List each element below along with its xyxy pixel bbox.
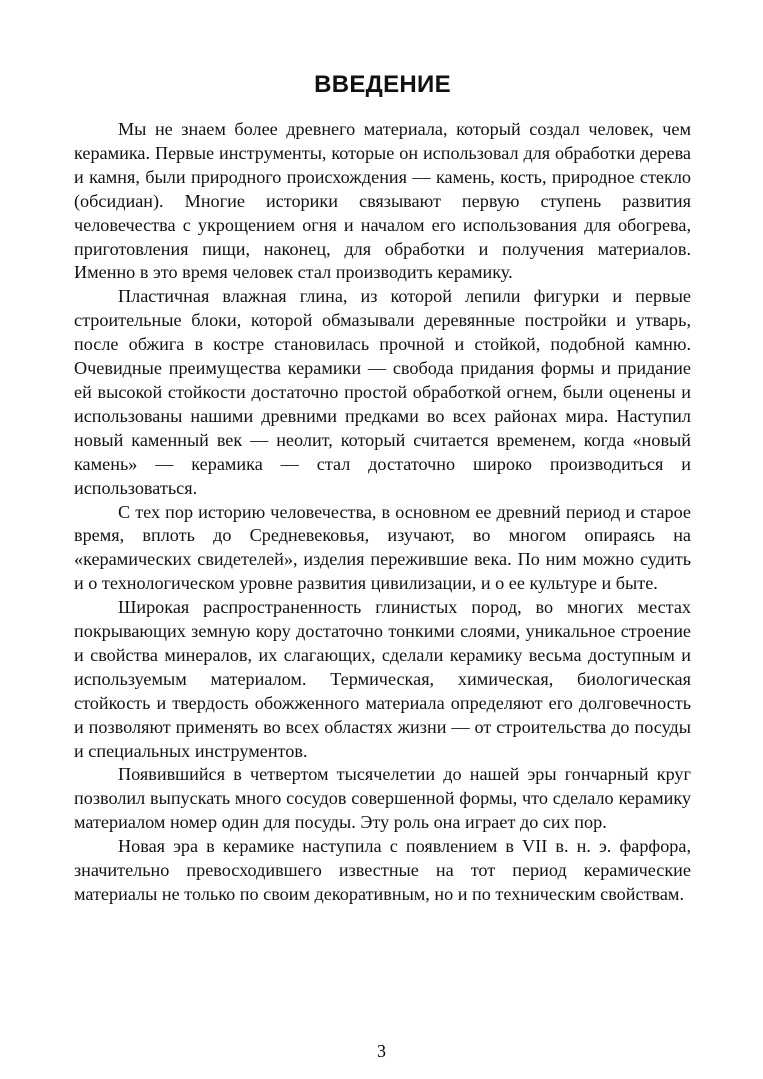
paragraph-6: Новая эра в керамике наступила с появлением в VII в. н. э. фарфора, значительно превосходившего известные на тот период керамические материалы не только по своим декоративным, но и по техническим свойствам.: [74, 836, 691, 904]
paragraph-5: Появившийся в четвертом тысячелетии до нашей эры гончарный круг позволил выпускать много сосудов совершенной формы, что сделало керамику материалом номер один для посуды. Эту роль она играет до сих пор.: [74, 764, 691, 833]
paragraph-3: С тех пор историю человечества, в основном ее древний период и старое время, вплоть до Средневековья, изучают, во многом опираясь на «керамических свидетелей», изделия пережившие века. По ним можно судить и о технологическом уровне развития цивилизации, и о ее культуре и быте.: [74, 501, 691, 594]
page-title: ВВЕДЕНИЕ: [314, 71, 451, 98]
body-text: [74, 118, 691, 907]
paragraph-4: Широкая распространенность глинистых пород, во многих местах покрывающих земную кору достаточно тонкими слоями, уникальное строение и свойства минералов, их слагающих, сделали керамику весьма доступным и используемым материалом. Термическая, химическая, биологическая стойкость и твердость обожженного материала определяют его долговечность и позволяют применять во всех областях жизни — от строительства до посуды и специальных инструментов.: [74, 597, 691, 761]
page-number: 3: [377, 1041, 386, 1061]
paragraph-1: Мы не знаем более древнего материала, который создал человек, чем керамика. Первые инструменты, которые он использовал для обработки дерева и камня, были природного происхождения — камень, кость, природное стекло (обсидиан). Многие историки связывают первую ступень развития человечества с укрощением огня и началом его использования для обогрева, приготовления пищи, наконец, для обработки и получения материалов. Именно в это время человек стал производить керамику.: [74, 119, 691, 283]
paragraph-2: Пластичная влажная глина, из которой лепили фигурки и первые строительные блоки, которой обмазывали деревянные постройки и утварь, после обжига в костре становилась прочной и стойкой, подобной камню. Очевидные преимущества керамики — свобода придания формы и придание ей высокой стойкости достаточно простой обработкой огнем, были оценены и использованы нашими древними предками во всех районах мира. Наступил новый каменный век — неолит, который считается временем, когда «новый камень» — керамика — стал достаточно широко производиться и использоваться.: [74, 286, 691, 498]
